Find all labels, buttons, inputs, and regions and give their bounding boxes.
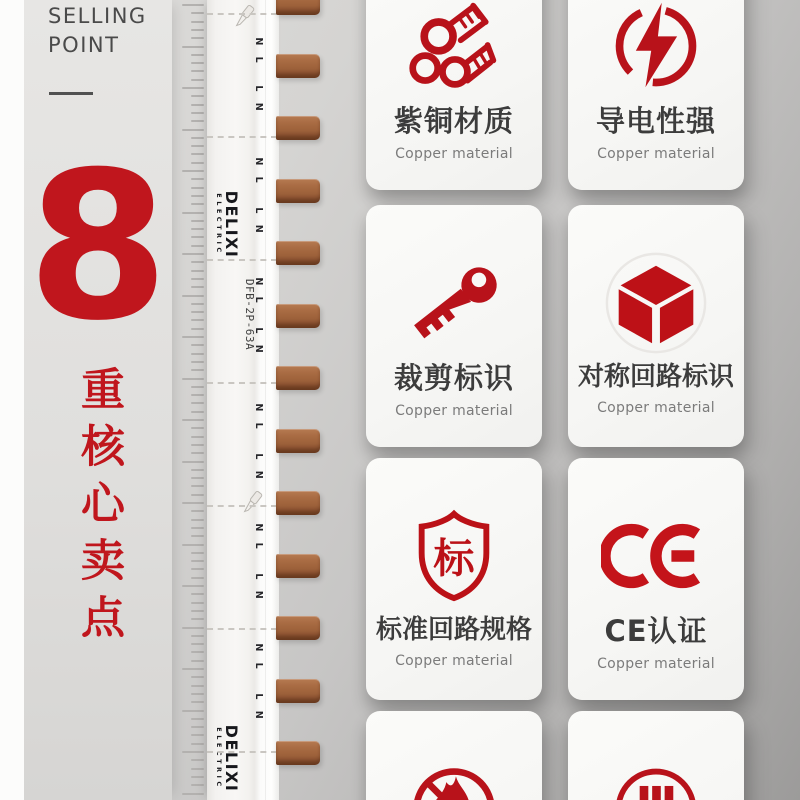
cut-line [207, 751, 277, 753]
ruler-tick [191, 452, 204, 454]
ruler-tick [191, 784, 204, 786]
cutter-icon [229, 1, 259, 31]
circuit-bars-icon [608, 761, 704, 800]
feature-card [568, 0, 744, 190]
ruler-tick [191, 552, 204, 554]
copper-tooth [276, 429, 320, 453]
ruler-tick [191, 319, 204, 321]
phase-label: N L [253, 157, 264, 187]
copper-tooth [276, 366, 320, 390]
feature-card [366, 205, 542, 447]
phase-label: L N [253, 327, 264, 357]
ruler-tick [191, 21, 204, 23]
ruler-tick [191, 369, 204, 371]
ruler-tick [191, 361, 204, 363]
ruler-tick [191, 651, 204, 653]
phase-label: N L [253, 523, 264, 553]
card-title: 对称回路标识 [577, 362, 734, 392]
ruler-tick [191, 510, 204, 512]
ruler-tick [191, 743, 204, 745]
card-subtitle: Copper material [395, 402, 513, 419]
busbar-strip [207, 0, 279, 800]
ruler-tick [191, 519, 204, 521]
cut-line [207, 259, 277, 261]
feature-card [568, 205, 744, 447]
copper-tooth [276, 554, 320, 578]
ruler-tick [182, 4, 204, 6]
copper-pipes-icon [404, 0, 504, 94]
ruler-tick [191, 768, 204, 770]
copper-tooth [276, 616, 320, 640]
lightning-icon [608, 0, 704, 94]
ruler-tick [191, 394, 204, 396]
copper-tooth [276, 741, 320, 765]
ruler-tick [191, 228, 204, 230]
ruler-tick [191, 236, 204, 238]
card-title: CE认证 [604, 614, 708, 648]
ruler-tick [191, 685, 204, 687]
ruler-tick [182, 502, 204, 504]
ruler-tick [182, 627, 204, 629]
cut-line [207, 628, 277, 630]
ruler-tick [191, 726, 204, 728]
ruler-tick [191, 693, 204, 695]
ruler-tick [191, 145, 204, 147]
ce-mark-icon [601, 518, 711, 594]
ruler-tick [191, 485, 204, 487]
brand-subname: ELECTRIC [215, 727, 223, 790]
ruler-tick [182, 253, 204, 255]
phase-label: N L [253, 37, 264, 67]
ruler-tick [191, 245, 204, 247]
ruler-tick [191, 162, 204, 164]
card-subtitle: Copper material [395, 652, 513, 669]
copper-tooth [276, 491, 320, 515]
ruler-tick [191, 137, 204, 139]
phase-label: L N [253, 85, 264, 115]
ruler-tick [191, 54, 204, 56]
svg-text:标: 标 [433, 534, 475, 583]
card-icon-box [602, 243, 710, 363]
ruler-tick [191, 643, 204, 645]
ruler-tick [191, 535, 204, 537]
card-subtitle: Copper material [395, 145, 513, 162]
ruler-tick [191, 344, 204, 346]
ruler-tick [182, 793, 204, 795]
ruler-tick [191, 402, 204, 404]
phase-label: N L [253, 403, 264, 433]
ruler-tick [182, 46, 204, 48]
model-number: DFB-2P-63A [243, 278, 256, 351]
ruler-tick [191, 602, 204, 604]
card-icon-box [402, 243, 506, 363]
card-subtitle: Copper material [597, 655, 715, 672]
ruler [176, 0, 204, 800]
ruler-tick [182, 212, 204, 214]
ruler-tick [191, 220, 204, 222]
card-icon-box [601, 496, 711, 616]
ruler-tick [191, 79, 204, 81]
copper-tooth [276, 179, 320, 203]
ruler-tick [182, 751, 204, 753]
ruler-tick [191, 676, 204, 678]
card-title: 紫铜材质 [393, 104, 514, 138]
ruler-tick [191, 261, 204, 263]
ruler-tick [182, 461, 204, 463]
shield-standard-icon [405, 506, 503, 606]
ruler-tick [191, 593, 204, 595]
feature-card [366, 458, 542, 700]
ruler-tick [191, 527, 204, 529]
card-icon-box [406, 749, 502, 800]
copper-tooth [276, 304, 320, 328]
feature-card [366, 0, 542, 190]
ruler-tick [182, 87, 204, 89]
brand-name: DELIXI [222, 190, 241, 259]
ruler-tick [191, 477, 204, 479]
ruler-tick [191, 660, 204, 662]
ruler-tick [191, 178, 204, 180]
ruler-tick [191, 610, 204, 612]
ruler-tick [191, 494, 204, 496]
ruler-tick [182, 710, 204, 712]
vertical-headline: 重核心卖点 [73, 366, 124, 651]
cut-line [207, 136, 277, 138]
phase-label: L N [253, 693, 264, 723]
selling-point-panel [24, 0, 172, 800]
ruler-tick [191, 618, 204, 620]
ruler-tick [191, 635, 204, 637]
copper-tooth [276, 241, 320, 265]
cut-line [207, 13, 277, 15]
ruler-tick [191, 303, 204, 305]
phase-label: L N [253, 453, 264, 483]
copper-tooth [276, 679, 320, 703]
ruler-tick [191, 353, 204, 355]
ruler-tick [191, 203, 204, 205]
cut-line [207, 505, 277, 507]
ruler-tick [191, 311, 204, 313]
copper-tooth [276, 54, 320, 78]
ruler-tick [191, 734, 204, 736]
phase-label: N L [253, 643, 264, 673]
ruler-tick [191, 37, 204, 39]
no-fire-icon [406, 761, 502, 800]
cut-line [207, 382, 277, 384]
ruler-tick [191, 718, 204, 720]
brand-name: DELIXI [222, 724, 241, 793]
card-icon-box [405, 496, 503, 616]
ruler-tick [191, 436, 204, 438]
ruler-tick [191, 29, 204, 31]
ruler-tick [191, 701, 204, 703]
ruler-tick [191, 568, 204, 570]
card-icon-box [404, 0, 504, 106]
feature-card [568, 458, 744, 700]
copper-tooth [276, 0, 320, 15]
ruler-tick [191, 286, 204, 288]
ruler-tick [191, 112, 204, 114]
card-subtitle: Copper material [597, 145, 715, 162]
key-icon [402, 251, 506, 355]
ruler-tick [182, 378, 204, 380]
feature-card [366, 711, 542, 800]
ruler-tick [191, 577, 204, 579]
card-title: 导电性强 [595, 104, 716, 138]
copper-tooth [276, 116, 320, 140]
eyebrow-line2: POINT [48, 33, 120, 57]
ruler-tick [191, 386, 204, 388]
ruler-tick [182, 170, 204, 172]
eyebrow-line1: SELLING [48, 4, 147, 28]
ruler-tick [182, 419, 204, 421]
card-icon-box [608, 0, 704, 106]
feature-card [568, 711, 744, 800]
ruler-tick [191, 427, 204, 429]
card-icon-box [608, 749, 704, 800]
ruler-tick [191, 195, 204, 197]
card-title: 裁剪标识 [393, 361, 514, 395]
big-number-8: 8 [27, 129, 169, 366]
ruler-tick [182, 585, 204, 587]
ruler-tick [191, 270, 204, 272]
ruler-tick [191, 759, 204, 761]
ruler-tick [191, 95, 204, 97]
card-title: 标准回路规格 [375, 615, 532, 645]
ruler-tick [191, 328, 204, 330]
ruler-tick [182, 668, 204, 670]
brand-subname: ELECTRIC [215, 193, 223, 256]
ruler-tick [191, 278, 204, 280]
ruler-tick [191, 187, 204, 189]
ruler-tick [191, 776, 204, 778]
divider-line [49, 92, 93, 95]
ruler-tick [191, 469, 204, 471]
cube-icon [602, 249, 710, 357]
ruler-tick [191, 153, 204, 155]
phase-label: L N [253, 573, 264, 603]
ruler-tick [191, 120, 204, 122]
ruler-tick [182, 129, 204, 131]
ruler-tick [191, 62, 204, 64]
brand-logo [212, 168, 240, 281]
ruler-tick [191, 12, 204, 14]
ruler-tick [191, 104, 204, 106]
cutter-icon [237, 487, 267, 517]
card-subtitle: Copper material [597, 399, 715, 416]
ruler-tick [182, 336, 204, 338]
left-white-edge [0, 0, 24, 800]
ruler-tick [182, 544, 204, 546]
ruler-tick [191, 444, 204, 446]
ruler-tick [191, 560, 204, 562]
phase-label: N L [253, 277, 264, 307]
ruler-tick [191, 70, 204, 72]
ruler-tick [182, 295, 204, 297]
ruler-tick [191, 411, 204, 413]
phase-label: L N [253, 207, 264, 237]
